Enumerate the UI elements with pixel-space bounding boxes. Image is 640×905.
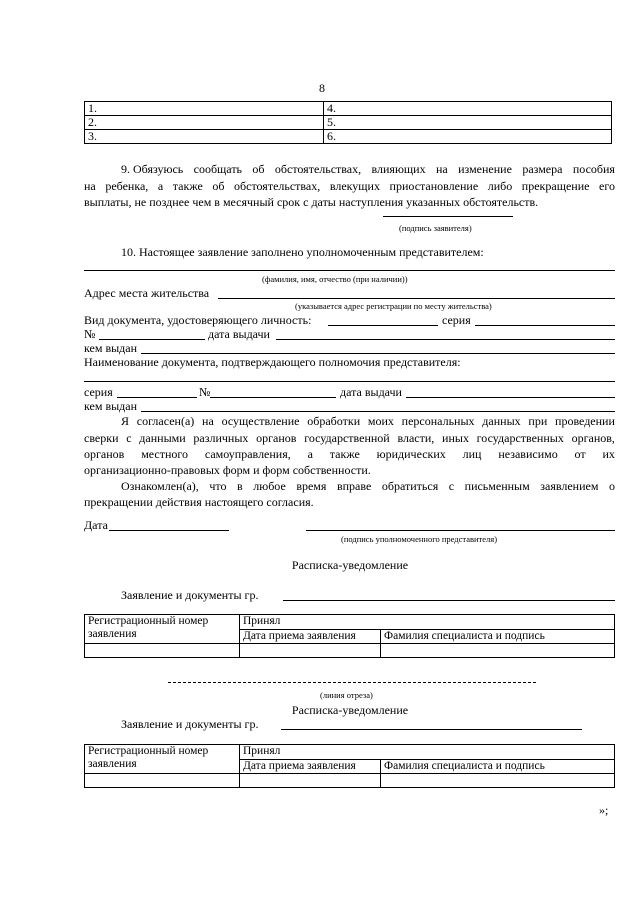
word: а [157,179,164,193]
word: независимо [498,447,558,461]
word: при [528,414,548,428]
word: органов [84,447,125,461]
receipt2-title: Расписка-уведомление [291,703,409,717]
issue-date-line[interactable] [276,339,615,340]
cut-line [168,682,536,683]
word: заявлением [540,479,599,493]
word: письменным [464,479,530,493]
receipt-table [84,614,615,658]
word: государственной [304,431,390,445]
authority-doc-label: Наименование документа, подтверждающего полномочия представителя: [84,355,461,369]
word: Ознакомлен(а), [121,479,199,493]
word: местного [141,447,189,461]
word: персональных [401,414,475,428]
item9-line3: выплаты, не позднее чем в месячный срок с даты наступления указанных обстоятельств. [84,195,539,209]
consent-line2 [84,431,615,445]
table-cell[interactable]: 3. [85,130,324,144]
word: власти, [397,431,435,445]
word: об [212,179,225,193]
top-table [84,101,612,144]
rep-signature-line[interactable] [306,530,615,531]
date-column-header: Дата приема заявления [240,759,381,774]
word: сверки [84,431,119,445]
table-row [85,102,612,116]
word: на [202,414,214,428]
authority-doc-line[interactable] [84,381,615,382]
table-cell[interactable]: 6. [324,130,612,144]
receipt2-table [84,744,615,788]
word: с [448,479,455,493]
word: проведении [555,414,615,428]
item9-line2 [84,179,615,193]
word: на [84,179,96,193]
word: изменение [458,162,512,176]
issued-by-line-2[interactable] [141,411,615,412]
word: прекращение [521,179,590,193]
table-cell[interactable]: 4. [324,102,612,116]
fio-line[interactable] [84,270,615,271]
table-row [85,745,615,760]
table-cell[interactable] [240,774,381,788]
word: размера [522,162,563,176]
address-caption: (указывается адрес регистрации по месту жительства) [295,301,492,311]
item10-text: 10. Настоящее заявление заполнено уполномоченным представителем: [121,245,484,259]
table-row [85,644,615,658]
word: а [307,447,313,461]
word: различных [193,431,249,445]
word: его [599,179,615,193]
doc-type-line[interactable] [328,325,438,326]
word: приостановление [389,179,479,193]
word: в [237,479,243,493]
word: органов, [571,431,615,445]
cut-line-caption: (линия отреза) [320,690,373,700]
table-row [85,774,615,788]
receipt-docs-label: Заявление и документы гр. [121,588,259,602]
receipt-title: Расписка-уведомление [291,558,409,572]
word: самоуправления, [204,447,291,461]
doc-type-label: Вид документа, удостоверяющего личность: [84,313,312,327]
word: об [252,162,265,176]
table-row [85,615,615,630]
table-cell[interactable] [381,774,615,788]
specialist-column-header: Фамилия специалиста и подпись [381,629,615,644]
receipt2-docs-line[interactable] [281,729,582,730]
table-cell[interactable]: 1. [85,102,324,116]
table-cell[interactable]: 5. [324,116,612,130]
word: их [602,447,615,461]
table-cell[interactable] [85,644,240,658]
table-cell[interactable] [240,644,381,658]
item9-line1 [121,162,615,176]
word: с [126,431,132,445]
table-cell[interactable] [85,774,240,788]
signature-caption: (подпись заявителя) [399,223,472,233]
number-line-2[interactable] [210,397,336,398]
issued-by-label-2: кем выдан [84,399,138,413]
number-label-2: № [199,385,211,399]
series-line[interactable] [475,325,615,326]
word: также [329,447,360,461]
signature-line[interactable] [383,216,513,217]
address-label: Адрес места жительства [84,286,210,300]
word: данными [139,431,186,445]
word: данных [482,414,521,428]
word: согласен(а) [136,414,195,428]
closing-mark: »; [599,803,609,817]
word: осуществление [221,414,300,428]
word: юридических [376,447,446,461]
issue-date-line-2[interactable] [406,397,615,398]
word: Я [121,414,130,428]
word: влияющих [371,162,426,176]
word: время [296,479,327,493]
table-cell[interactable] [381,644,615,658]
receipt2-docs-label: Заявление и документы гр. [121,717,259,731]
issue-date-label-2: дата выдачи [340,385,402,399]
word: о [608,479,615,493]
consent-line4: организационно-правовых форм и форм собственности. [84,463,371,477]
word: от [574,447,586,461]
reg-number-header: Регистрационный номер заявления [85,745,240,774]
accepted-header: Принял [240,745,615,760]
word: обратиться [381,479,439,493]
word: лиц [462,447,482,461]
word: вправе [336,479,372,493]
rep-signature-caption: (подпись уполномоченного представителя) [341,534,498,544]
word: 9. Обязуюсь [121,162,184,176]
table-row [85,130,612,144]
word: обстоятельствах, [274,162,362,176]
address-line[interactable] [218,298,615,299]
series-line-2[interactable] [117,397,197,398]
series-label-2: серия [84,385,113,399]
word: государственных [476,431,564,445]
series-label: серия [442,313,471,327]
date-label: Дата [84,518,108,532]
issue-date-label: дата выдачи [208,327,270,341]
date-line[interactable] [109,530,229,531]
consent-line3 [84,447,615,461]
table-cell[interactable]: 2. [85,116,324,130]
consent-line5 [121,479,615,493]
consent-line1 [121,414,615,428]
date-column-header: Дата приема заявления [240,629,381,644]
page-number: 8 [319,81,325,95]
accepted-header: Принял [240,615,615,630]
fio-caption: (фамилия, имя, отчество (при наличии)) [262,274,408,284]
word: органов [256,431,297,445]
word: также [172,179,203,193]
word: на [435,162,448,176]
word: иных [442,431,469,445]
receipt-docs-line[interactable] [283,600,615,601]
word: обстоятельствах, [234,179,321,193]
issued-by-line[interactable] [141,353,615,354]
reg-number-header: Регистрационный номер заявления [85,615,240,644]
word: сообщать [193,162,243,176]
specialist-column-header: Фамилия специалиста и подпись [381,759,615,774]
consent-line6: прекращении действия настоящего согласия. [84,495,314,509]
number-line[interactable] [99,339,205,340]
word: моих [367,414,394,428]
table-row [85,116,612,130]
word: что [209,479,227,493]
word: обработки [307,414,361,428]
issued-by-label: кем выдан [84,341,138,355]
number-label: № [84,327,96,341]
word: любое [253,479,286,493]
word: влекущих [329,179,380,193]
word: либо [487,179,513,193]
word: пособия [572,162,615,176]
word: ребенка, [105,179,149,193]
